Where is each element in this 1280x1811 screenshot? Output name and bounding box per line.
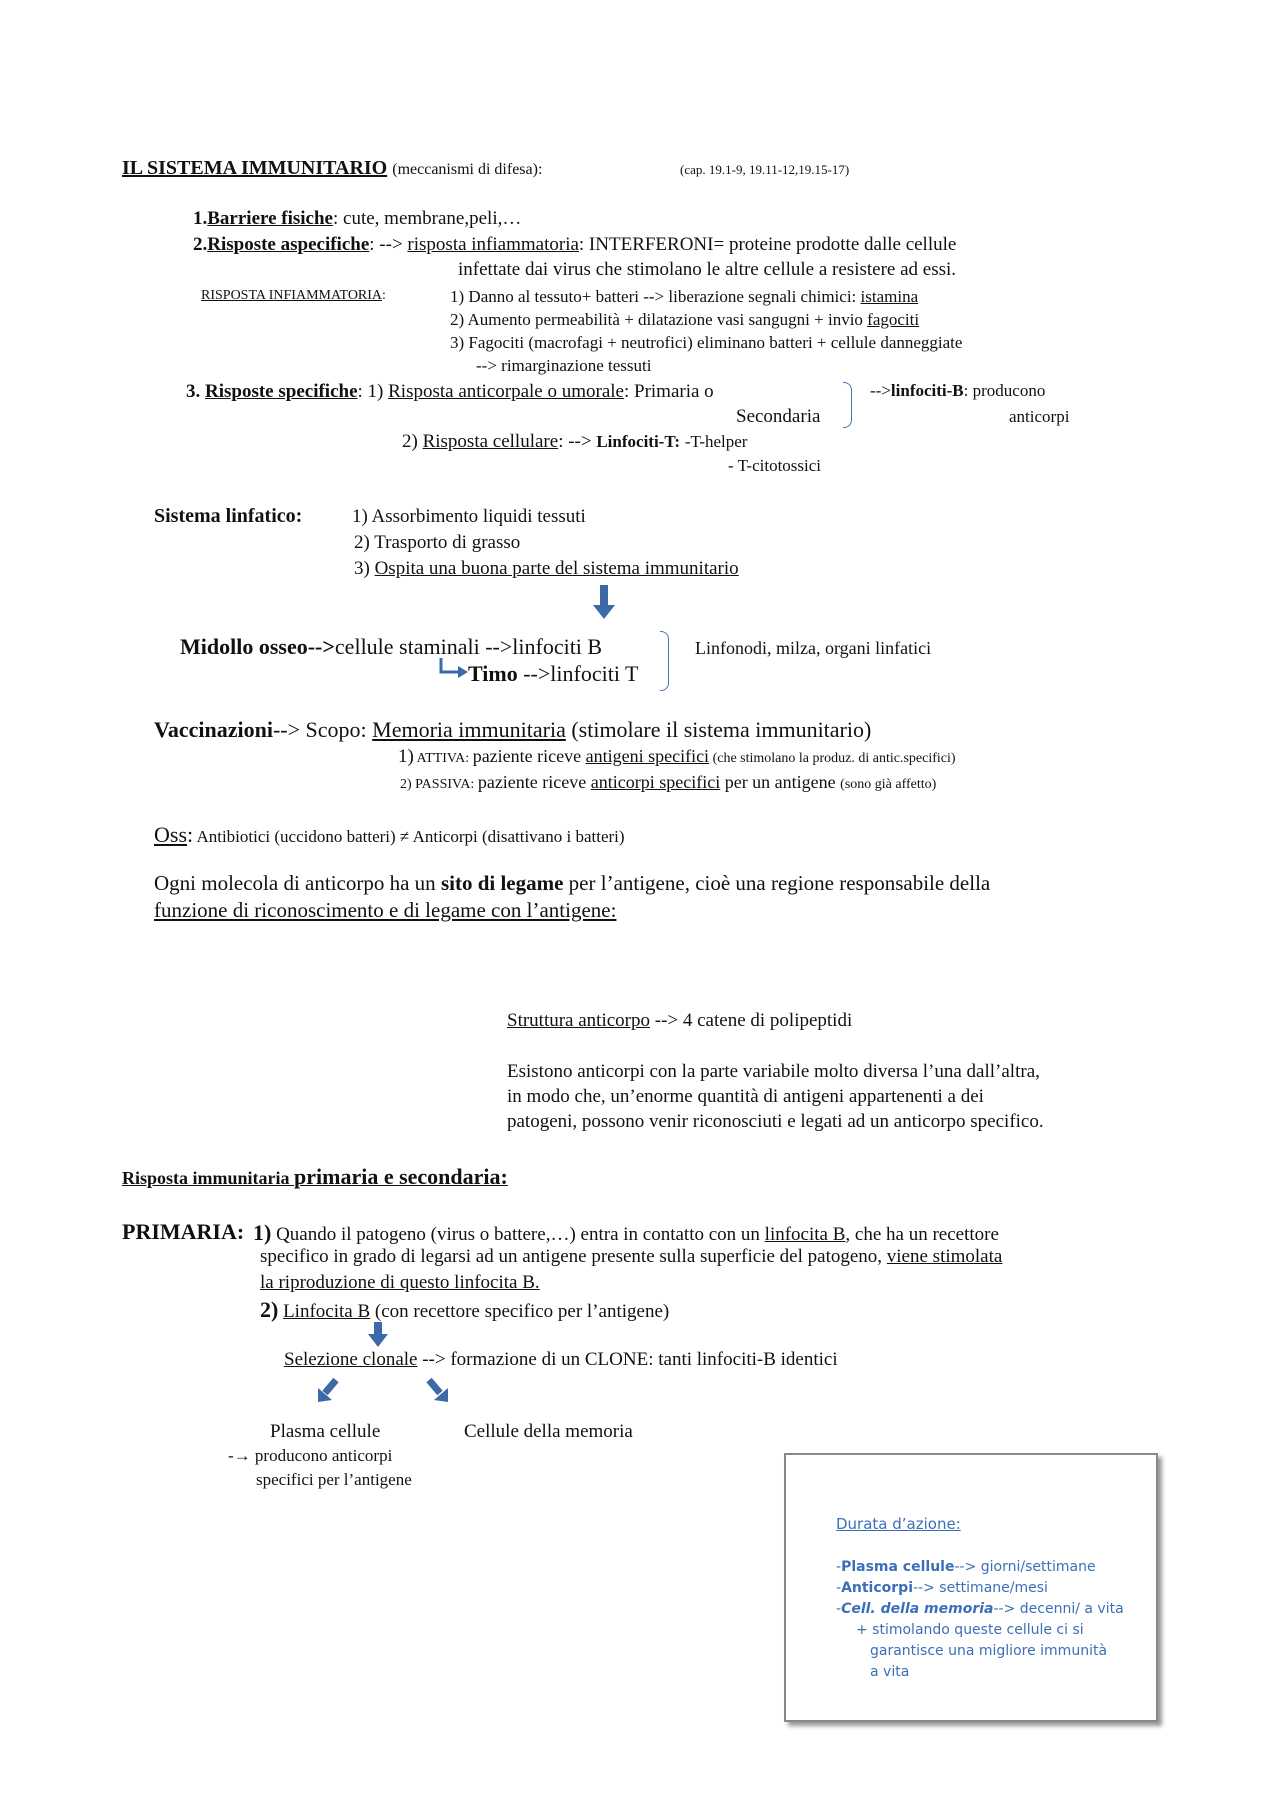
response-title-a: Risposta immunitaria — [122, 1168, 295, 1188]
duration-box — [784, 1453, 1158, 1722]
timo-label: Timo — [468, 661, 518, 686]
selezione-clonale — [284, 1349, 838, 1371]
brace-linfociti — [660, 631, 669, 691]
resp-2 — [402, 431, 747, 453]
resp-2-th: -T-helper — [684, 432, 748, 451]
item-arrow: : --> — [369, 234, 403, 255]
structure-label: Struttura anticorpo — [507, 1010, 650, 1031]
diagonal-arrow-icon — [426, 1378, 450, 1402]
secondaria-text: Secondaria — [736, 406, 821, 427]
step-underlined: istamina — [860, 287, 919, 306]
attiva-label: ATTIVA: — [413, 751, 473, 766]
defense-item-3 — [186, 381, 714, 403]
defense-item-2 — [193, 234, 956, 256]
marrow-text: cellule staminali -->linfociti B — [334, 634, 603, 659]
sel-label: Selezione clonale — [284, 1349, 418, 1370]
attiva-note: (che stimolano la produz. di antic.specifici) — [709, 751, 956, 766]
t-citotossici: - T-citotossici — [728, 456, 822, 475]
vacc-memoria: Memoria immunitaria — [372, 717, 566, 742]
item-label: Barriere fisiche — [207, 208, 333, 229]
arrow-down-icon — [591, 585, 617, 621]
antibody-structure — [507, 1010, 852, 1032]
duration-text: --> decenni/ a vita — [993, 1601, 1124, 1617]
timo-text: -->linfociti T — [517, 661, 639, 686]
lymph-title: Sistema linfatico: — [154, 505, 303, 527]
inflam-label-text: RISPOSTA INFIAMMATORIA — [201, 288, 383, 303]
item-label: Risposte aspecifiche — [207, 234, 370, 255]
item-number: 3. — [186, 381, 201, 402]
prim-1a-end: , che ha un recettore — [845, 1224, 999, 1245]
prim-num-1: 1) — [253, 1220, 272, 1245]
primaria-1c: la riproduzione di questo linfocita B. — [260, 1272, 540, 1293]
resp-1-label: Risposta anticorpale o umorale — [388, 381, 624, 402]
duration-memoria — [836, 1601, 1124, 1617]
resp-1-text: : Primaria o — [623, 381, 714, 402]
prim-1b-underlined: viene stimolata — [886, 1246, 1003, 1267]
prim-2-text: (con recettore specifico per l’antigene) — [370, 1301, 670, 1322]
dash: - — [836, 1580, 842, 1596]
note-bold: linfociti-B — [890, 381, 964, 400]
inflam-colon: : — [382, 288, 386, 303]
step-text: 2) Aumento permeabilità + dilatazione vasi sangugni + invio — [450, 310, 868, 329]
title-subtitle: (meccanismi di difesa): — [392, 161, 543, 178]
duration-text: --> giorni/settimane — [954, 1559, 1096, 1575]
duration-note-1: + stimolando queste cellule ci si — [856, 1622, 1084, 1638]
step-text: 1) Danno al tessuto+ batteri --> liberazione segnali chimici: — [450, 287, 861, 306]
anticorpi-note: anticorpi — [1009, 407, 1070, 426]
primaria-1a — [253, 1220, 999, 1246]
passiva-underlined: anticorpi specifici — [590, 772, 721, 792]
plasma-cells: Plasma cellule — [270, 1421, 381, 1442]
variable-line-2: in modo che, un’enorme quantità di antigeni appartenenti a dei — [507, 1086, 984, 1107]
inflam-step-1 — [450, 287, 918, 307]
defense-item-1 — [193, 208, 521, 230]
lymph-function-1: 1) Assorbimento liquidi tessuti — [352, 506, 586, 527]
inflam-step-3b: --> rimarginazione tessuti — [476, 356, 652, 375]
vacc-memoria-text: (stimolare il sistema immunitario) — [565, 717, 872, 742]
item-number: 1. — [193, 208, 208, 229]
arrow-down-icon — [367, 1322, 389, 1348]
prim-1a-underlined: linfocita B — [764, 1224, 846, 1245]
resp-2-lt: Linfociti-T: — [596, 432, 681, 451]
vacc-line — [154, 717, 871, 742]
duration-note-2: garantisce una migliore immunità — [870, 1643, 1108, 1659]
page-title — [122, 157, 542, 180]
defense-item-2-cont: infettate dai virus che stimolano le altre cellule a resistere ad essi. — [458, 259, 957, 280]
passiva-note: (sono già affetto) — [840, 777, 937, 792]
primaria-2 — [260, 1297, 669, 1323]
response-title — [122, 1164, 508, 1189]
lymph-organs: Linfonodi, milza, organi linfatici — [695, 638, 932, 658]
resp-2-arrow: : --> — [558, 431, 592, 452]
item-link: risposta infiammatoria — [407, 234, 579, 255]
item-text: : 1) — [357, 381, 384, 402]
title-text: IL SISTEMA IMMUNITARIO — [122, 157, 388, 179]
duration-note-3: a vita — [870, 1664, 910, 1680]
duration-title: Durata d’azione: — [836, 1515, 961, 1533]
inflam-label — [201, 288, 386, 304]
linfociti-b-note — [870, 381, 1045, 401]
duration-plasma — [836, 1559, 1096, 1575]
oss-line — [154, 822, 625, 847]
variable-line-1: Esistono anticorpi con la parte variabile molto diversa l’una dall’altra, — [507, 1061, 1040, 1082]
passiva-text: paziente riceve — [477, 772, 591, 792]
marrow-label: Midollo osseo--> — [180, 634, 335, 659]
prim-2-underlined: Linfocita B — [283, 1301, 371, 1322]
timo-line — [468, 661, 638, 686]
antibody-text-a: Ogni molecola di anticorpo ha un — [154, 871, 441, 895]
f3-text: Ospita una buona parte del sistema immunitario — [374, 558, 739, 579]
response-title-b: primaria e secondaria: — [294, 1164, 508, 1189]
prim-1b: specifico in grado di legarsi ad un antigene presente sulla superficie del patogeno, — [260, 1246, 887, 1267]
inflam-step-3: 3) Fagociti (macrofagi + neutrofici) eliminano batteri + cellule danneggiate — [450, 333, 963, 352]
diagonal-arrow-icon — [316, 1378, 340, 1402]
step-underlined: fagociti — [867, 310, 920, 329]
plasma-note-2: specifici per l’antigene — [256, 1470, 412, 1489]
item-label: Risposte specifiche — [205, 381, 358, 402]
oss-colon: : — [187, 822, 194, 847]
corner-arrow-icon — [438, 658, 468, 680]
duration-anticorpi — [836, 1580, 1048, 1596]
duration-bold: Plasma cellule — [841, 1559, 955, 1575]
dash: - — [836, 1559, 842, 1575]
duration-bold: Anticorpi — [841, 1580, 913, 1596]
item-number: 2. — [193, 234, 208, 255]
vacc-arrow: --> Scopo: — [272, 717, 373, 742]
oss-label: Oss — [154, 822, 188, 847]
structure-text: --> 4 catene di polipeptidi — [650, 1010, 853, 1031]
vacc-passiva — [400, 772, 936, 793]
prim-1a: Quando il patogeno (virus o battere,…) entra in contatto con un — [271, 1224, 765, 1245]
antibody-line-1 — [154, 871, 990, 895]
item-text: : INTERFERONI= proteine prodotte dalle cellule — [578, 234, 957, 255]
variable-line-3: patogeni, possono venir riconosciuti e legati ad un anticorpo specifico. — [507, 1111, 1044, 1132]
antibody-text-c: per l’antigene, cioè una regione responsabile della — [563, 871, 991, 895]
passiva-label: PASSIVA: — [411, 777, 478, 792]
antibody-bold: sito di legame — [440, 871, 564, 895]
primaria-label: PRIMARIA: — [122, 1219, 245, 1244]
duration-text: --> settimane/mesi — [913, 1580, 1048, 1596]
inflam-step-2 — [450, 310, 919, 330]
f3-num: 3) — [354, 558, 370, 579]
vacc-attiva — [398, 746, 956, 768]
memory-cells: Cellule della memoria — [464, 1421, 633, 1442]
prim-num-2: 2) — [260, 1297, 279, 1322]
antibody-line-2: funzione di riconoscimento e di legame con l’antigene: — [154, 898, 617, 922]
duration-bold: Cell. della memoria — [841, 1601, 994, 1617]
brace-primaria-secondaria — [843, 382, 852, 428]
lymph-function-3 — [354, 558, 739, 580]
oss-text: Antibiotici (uccidono batteri) ≠ Anticorpi (disattivano i batteri) — [193, 827, 625, 846]
attiva-underlined: antigeni specifici — [585, 746, 710, 766]
primaria-1b — [260, 1246, 1002, 1268]
attiva-num: 1) — [398, 746, 414, 767]
dash: - — [836, 1601, 842, 1617]
note-arrow: --> — [870, 381, 891, 400]
item-text: : cute, membrane,peli,… — [333, 208, 522, 229]
passiva-num: 2) — [400, 777, 412, 792]
passiva-text-2: per un antigene — [720, 772, 841, 792]
attiva-text: paziente riceve — [472, 746, 586, 766]
lymph-function-2: 2) Trasporto di grasso — [354, 532, 521, 553]
chapter-reference: (cap. 19.1-9, 19.11-12,19.15-17) — [680, 162, 850, 177]
sel-text: --> formazione di un CLONE: tanti linfociti-B identici — [417, 1349, 838, 1370]
marrow-line — [180, 634, 602, 659]
plasma-note-1: -→ producono anticorpi — [228, 1446, 393, 1465]
vacc-label: Vaccinazioni — [154, 717, 273, 742]
resp-2-label: Risposta cellulare — [422, 431, 559, 452]
resp-2-num: 2) — [402, 431, 418, 452]
note-text: : producono — [963, 381, 1046, 400]
